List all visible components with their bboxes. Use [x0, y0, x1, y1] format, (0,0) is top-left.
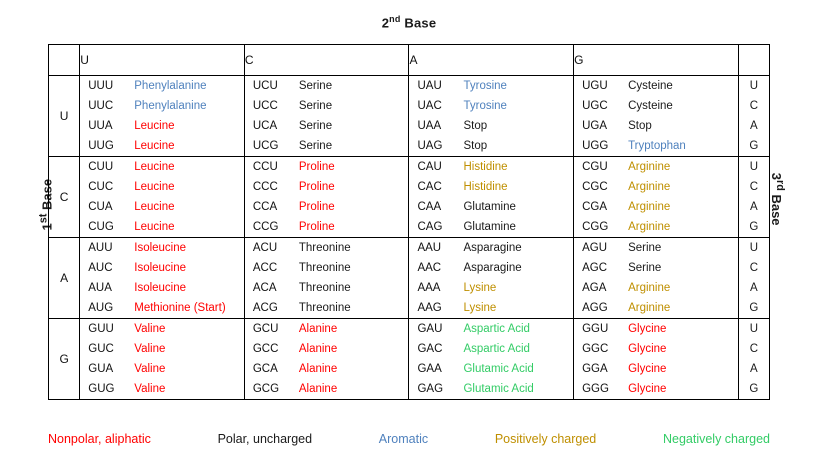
codon-block: [244, 238, 409, 319]
amino-acid-name: Serine: [628, 262, 662, 274]
codon-block: [574, 76, 739, 157]
codon-block: [409, 238, 574, 319]
third-base-letter: G: [749, 140, 759, 152]
amino-acid-name: Glutamine: [463, 221, 516, 233]
column-header-u: U: [80, 45, 245, 76]
codon-triplet: GUA: [88, 363, 114, 375]
codon-entry: [245, 298, 409, 318]
codon-triplet: ACC: [252, 262, 278, 274]
codon-entry: [574, 197, 738, 217]
amino-acid-name: Lysine: [463, 302, 497, 314]
amino-acid-name: Glycine: [628, 363, 667, 375]
codon-triplet: CAA: [417, 201, 442, 213]
amino-acid-name: Proline: [298, 221, 335, 233]
row-label-a: A: [49, 238, 80, 319]
codon-entry: [409, 177, 573, 197]
amino-acid-name: Arginine: [628, 221, 671, 233]
codon-entry: [574, 359, 738, 379]
codon-entry: [80, 258, 244, 278]
amino-acid-name: Arginine: [628, 181, 671, 193]
legend-item: Negatively charged: [662, 432, 770, 446]
third-base-letter: G: [749, 383, 759, 395]
codon-entry: [409, 359, 573, 379]
codon-triplet: UUG: [88, 140, 114, 152]
codon-entry: [409, 238, 573, 258]
codon-entry: [574, 136, 738, 156]
codon-triplet: CCC: [252, 181, 278, 193]
codon-triplet: GCU: [252, 323, 279, 335]
codon-triplet: CCA: [252, 201, 278, 213]
codon-entry: [245, 379, 409, 399]
codon-entry: [245, 96, 409, 116]
codon-entry: [574, 278, 738, 298]
amino-acid-name: Proline: [298, 161, 335, 173]
amino-acid-name: Threonine: [298, 282, 351, 294]
third-base-letter: A: [750, 282, 758, 294]
amino-acid-name: Cysteine: [628, 100, 673, 112]
codon-block: [80, 319, 245, 400]
codon-block: [244, 157, 409, 238]
corner-cell: [49, 45, 80, 76]
codon-entry: [409, 136, 573, 156]
third-base-letter: G: [749, 221, 759, 233]
column-header-g: G: [574, 45, 739, 76]
codon-triplet: CGG: [582, 221, 609, 233]
third-base-column-cell: [738, 157, 769, 238]
amino-acid-name: Isoleucine: [134, 262, 187, 274]
third-base-column-cell: [738, 238, 769, 319]
codon-triplet: UCU: [252, 80, 278, 92]
codon-entry: [409, 76, 573, 96]
amino-acid-name: Leucine: [134, 120, 175, 132]
first-base-word: Base: [39, 178, 55, 214]
third-base-letter: A: [750, 201, 758, 213]
table-row: [49, 319, 770, 400]
amino-acid-name: Asparagine: [463, 262, 522, 274]
amino-acid-name: Serine: [628, 242, 662, 254]
amino-acid-name: Threonine: [298, 242, 351, 254]
codon-triplet: UCG: [252, 140, 279, 152]
amino-acid-name: Serine: [298, 140, 333, 152]
amino-acid-name: Phenylalanine: [134, 100, 207, 112]
codon-triplet: GGA: [582, 363, 608, 375]
codon-triplet: CCU: [252, 161, 278, 173]
first-base-ordinal: st: [37, 213, 50, 224]
table-row: [49, 238, 770, 319]
codon-triplet: GCA: [252, 363, 278, 375]
codon-entry: [80, 379, 244, 399]
codon-triplet: AUA: [88, 282, 112, 294]
codon-triplet: AGA: [582, 282, 607, 294]
codon-entry: [80, 278, 244, 298]
codon-entry: [245, 76, 409, 96]
amino-acid-name: Aspartic Acid: [463, 323, 530, 335]
amino-acid-name: Proline: [298, 201, 335, 213]
codon-entry: [245, 238, 409, 258]
codon-triplet: UUC: [88, 100, 114, 112]
third-base-label: [769, 159, 787, 239]
third-base-column-cell: [738, 76, 769, 157]
codon-triplet: UUA: [88, 120, 113, 132]
table-header-row: [49, 45, 770, 76]
third-base-letter: C: [749, 100, 758, 112]
codon-entry: [574, 339, 738, 359]
corner-cell-right: [738, 45, 769, 76]
codon-entry: [409, 298, 573, 318]
codon-entry: [574, 217, 738, 237]
codon-triplet: GAA: [417, 363, 442, 375]
second-base-word: Base: [400, 15, 437, 31]
second-base-number: 2: [381, 15, 390, 31]
amino-acid-name: Alanine: [298, 383, 338, 395]
codon-entry: [409, 197, 573, 217]
codon-triplet: CUG: [88, 221, 114, 233]
legend-item: Positively charged: [494, 432, 597, 446]
codon-triplet: GCC: [252, 343, 279, 355]
codon-triplet: UAC: [417, 100, 442, 112]
codon-triplet: GCG: [252, 383, 280, 395]
codon-entry: [80, 116, 244, 136]
codon-triplet: UCA: [252, 120, 278, 132]
codon-entry: [80, 177, 244, 197]
codon-entry: [80, 359, 244, 379]
second-base-ordinal: nd: [389, 14, 401, 24]
amino-acid-name: Alanine: [298, 363, 338, 375]
codon-block: [80, 238, 245, 319]
amino-acid-name: Valine: [134, 383, 166, 395]
legend-item: Nonpolar, aliphatic: [48, 432, 151, 446]
codon-entry: [80, 298, 244, 318]
amino-acid-name: Glycine: [628, 343, 667, 355]
codon-triplet: UGC: [582, 100, 608, 112]
amino-acid-name: Histidine: [463, 181, 508, 193]
codon-triplet: CGC: [582, 181, 608, 193]
codon-triplet: AAA: [417, 282, 441, 294]
codon-triplet: UAA: [417, 120, 442, 132]
codon-entry: [409, 278, 573, 298]
codon-entry: [245, 359, 409, 379]
third-base-letter: G: [749, 302, 759, 314]
third-base-letter: U: [749, 242, 758, 254]
amino-acid-name: Stop: [463, 140, 488, 152]
codon-entry: [80, 76, 244, 96]
column-header-c: C: [244, 45, 409, 76]
codon-triplet: GAC: [417, 343, 443, 355]
third-base-letter: U: [749, 80, 758, 92]
third-base-letter: C: [749, 343, 758, 355]
codon-entry: [80, 217, 244, 237]
third-base-letter: A: [750, 363, 758, 375]
amino-acid-name: Tyrosine: [463, 80, 507, 92]
amino-acid-name: Threonine: [298, 262, 351, 274]
codon-entry: [245, 197, 409, 217]
codon-triplet: GGG: [582, 383, 609, 395]
amino-acid-name: Threonine: [298, 302, 351, 314]
amino-acid-name: Glutamic Acid: [463, 363, 534, 375]
codon-triplet: ACG: [252, 302, 278, 314]
codon-entry: [409, 217, 573, 237]
amino-acid-name: Tyrosine: [463, 100, 507, 112]
codon-entry: [409, 157, 573, 177]
codon-triplet: ACA: [252, 282, 277, 294]
codon-entry: [574, 157, 738, 177]
legend-item: Aromatic: [378, 432, 429, 446]
third-base-word: Base: [768, 190, 784, 226]
codon-block: [574, 157, 739, 238]
column-header-a: A: [409, 45, 574, 76]
amino-acid-name: Isoleucine: [134, 282, 187, 294]
codon-triplet: CGA: [582, 201, 607, 213]
codon-triplet: AUG: [88, 302, 114, 314]
codon-triplet: CUU: [88, 161, 114, 173]
codon-triplet: CCG: [252, 221, 279, 233]
codon-entry: [80, 319, 244, 339]
codon-entry: [245, 278, 409, 298]
amino-acid-name: Asparagine: [463, 242, 522, 254]
codon-block: [80, 76, 245, 157]
amino-acid-name: Stop: [463, 120, 488, 132]
codon-triplet: ACU: [252, 242, 278, 254]
codon-entry: [80, 238, 244, 258]
codon-entry: [80, 136, 244, 156]
codon-entry: [574, 319, 738, 339]
codon-entry: [409, 96, 573, 116]
third-base-column-cell: [738, 319, 769, 400]
amino-acid-name: Alanine: [298, 343, 338, 355]
amino-acid-name: Lysine: [463, 282, 497, 294]
codon-entry: [574, 379, 738, 399]
codon-entry: [409, 116, 573, 136]
codon-entry: [574, 177, 738, 197]
codon-entry: [245, 157, 409, 177]
codon-entry: [574, 238, 738, 258]
amino-acid-name: Leucine: [134, 221, 175, 233]
codon-entry: [245, 339, 409, 359]
codon-triplet: GGC: [582, 343, 609, 355]
amino-acid-name: Leucine: [134, 201, 175, 213]
amino-acid-name: Arginine: [628, 282, 671, 294]
codon-entry: [574, 258, 738, 278]
codon-triplet: UGG: [582, 140, 609, 152]
amino-acid-name: Alanine: [298, 323, 338, 335]
third-base-ordinal: rd: [774, 180, 787, 191]
codon-triplet: AGG: [582, 302, 608, 314]
third-base-letter: A: [750, 120, 758, 132]
third-base-number: 3: [768, 172, 784, 181]
codon-entry: [245, 258, 409, 278]
codon-triplet: GAU: [417, 323, 443, 335]
codon-triplet: AGU: [582, 242, 607, 254]
codon-entry: [574, 76, 738, 96]
amino-acid-name: Leucine: [134, 161, 175, 173]
codon-triplet: AUC: [88, 262, 113, 274]
amino-acid-name: Histidine: [463, 161, 508, 173]
codon-triplet: GAG: [417, 383, 444, 395]
codon-triplet: CAG: [417, 221, 443, 233]
amino-acid-name: Aspartic Acid: [463, 343, 530, 355]
codon-entry: [80, 197, 244, 217]
row-label-c: C: [49, 157, 80, 238]
amino-acid-name: Glutamic Acid: [463, 383, 534, 395]
amino-acid-name: Arginine: [628, 161, 671, 173]
amino-acid-name: Leucine: [134, 140, 175, 152]
codon-entry: [409, 339, 573, 359]
codon-triplet: AAC: [417, 262, 442, 274]
codon-entry: [574, 96, 738, 116]
codon-block: [409, 157, 574, 238]
codon-triplet: UUU: [88, 80, 114, 92]
codon-entry: [574, 116, 738, 136]
table-row: [49, 157, 770, 238]
codon-triplet: AGC: [582, 262, 607, 274]
legend-item: Polar, uncharged: [217, 432, 313, 446]
codon-triplet: AAU: [417, 242, 442, 254]
codon-block: [244, 319, 409, 400]
row-label-g: G: [49, 319, 80, 400]
codon-block: [244, 76, 409, 157]
amino-acid-name: Stop: [628, 120, 652, 132]
codon-entry: [245, 177, 409, 197]
codon-triplet: GUC: [88, 343, 114, 355]
codon-entry: [409, 379, 573, 399]
codon-block: [409, 76, 574, 157]
legend: [48, 432, 770, 446]
amino-acid-name: Cysteine: [628, 80, 673, 92]
codon-triplet: CUC: [88, 181, 114, 193]
codon-triplet: AAG: [417, 302, 442, 314]
codon-triplet: UAU: [417, 80, 442, 92]
amino-acid-name: Valine: [134, 323, 166, 335]
codon-triplet: CAC: [417, 181, 442, 193]
codon-triplet: CGU: [582, 161, 608, 173]
codon-triplet: UAG: [417, 140, 443, 152]
codon-entry: [80, 339, 244, 359]
amino-acid-name: Serine: [298, 80, 333, 92]
amino-acid-name: Serine: [298, 120, 333, 132]
second-base-label: [0, 14, 818, 30]
amino-acid-name: Isoleucine: [134, 242, 187, 254]
amino-acid-name: Arginine: [628, 302, 671, 314]
codon-entry: [245, 136, 409, 156]
codon-block: [409, 319, 574, 400]
amino-acid-name: Valine: [134, 343, 166, 355]
codon-block: [574, 319, 739, 400]
amino-acid-name: Tryptophan: [628, 140, 686, 152]
amino-acid-name: Arginine: [628, 201, 671, 213]
third-base-letter: C: [749, 262, 758, 274]
first-base-number: 1: [39, 223, 55, 231]
amino-acid-name: Glycine: [628, 383, 667, 395]
codon-entry: [245, 319, 409, 339]
codon-triplet: UCC: [252, 100, 278, 112]
amino-acid-name: Phenylalanine: [134, 80, 207, 92]
codon-block: [80, 157, 245, 238]
row-label-u: U: [49, 76, 80, 157]
codon-triplet: CAU: [417, 161, 442, 173]
table-row: [49, 76, 770, 157]
codon-entry: [245, 217, 409, 237]
codon-entry: [409, 258, 573, 278]
codon-entry: [245, 116, 409, 136]
amino-acid-name: Methionine (Start): [134, 302, 226, 314]
amino-acid-name: Valine: [134, 363, 166, 375]
codon-triplet: GUG: [88, 383, 115, 395]
codon-block: [574, 238, 739, 319]
codon-entry: [409, 319, 573, 339]
codon-triplet: CUA: [88, 201, 113, 213]
third-base-letter: C: [749, 181, 758, 193]
codon-entry: [80, 96, 244, 116]
genetic-code-table: [48, 44, 770, 400]
codon-entry: [574, 298, 738, 318]
amino-acid-name: Serine: [298, 100, 333, 112]
codon-triplet: UGA: [582, 120, 607, 132]
codon-triplet: UGU: [582, 80, 608, 92]
amino-acid-name: Glycine: [628, 323, 667, 335]
amino-acid-name: Leucine: [134, 181, 175, 193]
third-base-letter: U: [749, 161, 758, 173]
amino-acid-name: Proline: [298, 181, 335, 193]
codon-entry: [80, 157, 244, 177]
amino-acid-name: Glutamine: [463, 201, 516, 213]
codon-triplet: AUU: [88, 242, 113, 254]
codon-triplet: GUU: [88, 323, 114, 335]
third-base-letter: U: [749, 323, 758, 335]
codon-triplet: GGU: [582, 323, 609, 335]
